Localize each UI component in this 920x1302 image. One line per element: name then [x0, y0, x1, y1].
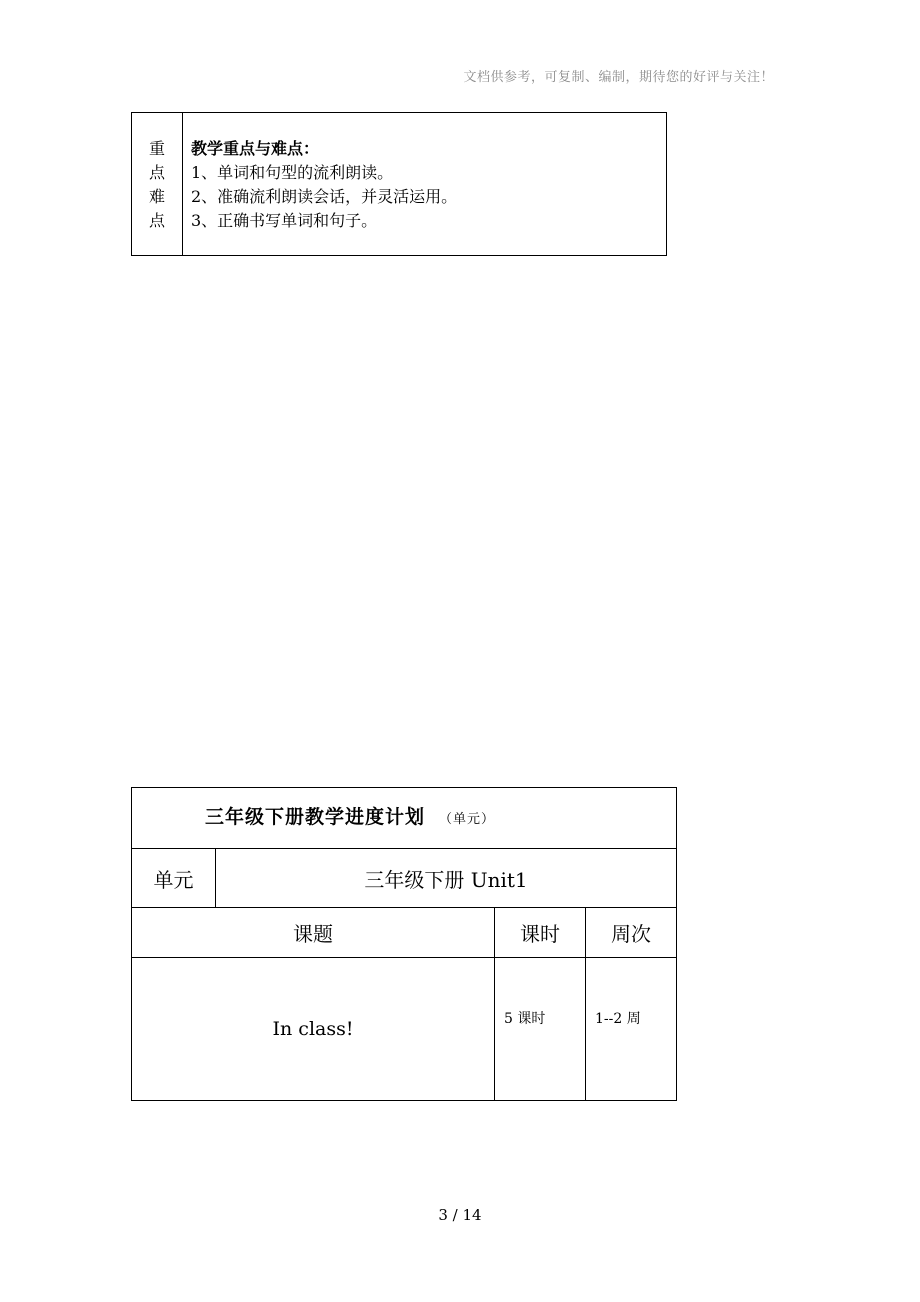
schedule-title: [205, 802, 495, 829]
header-topic: 课题: [293, 922, 333, 946]
schedule-title-note: （单元）: [439, 812, 496, 827]
key-points-label: [132, 113, 183, 255]
header-note: 文档供参考，可复制、编制，期待您的好评与关注！: [463, 70, 774, 85]
header-row: [132, 908, 676, 958]
label-char: 难: [148, 187, 165, 206]
schedule-title-row: [132, 788, 676, 849]
key-points-table: [131, 112, 667, 256]
row-hours: 5 课时: [494, 958, 585, 1100]
header-hours: 课时: [494, 908, 585, 957]
label-char: 点: [148, 163, 165, 182]
label-char: 重: [148, 139, 165, 158]
table-row: [132, 958, 676, 1100]
schedule-table: [131, 787, 677, 1101]
unit-value: 三年级下册 Unit1: [364, 867, 528, 892]
unit-label: 单元: [132, 849, 216, 907]
header-weeks: 周次: [585, 908, 676, 957]
page-number: 3 / 14: [438, 1206, 482, 1224]
row-topic: In class!: [272, 1018, 354, 1040]
schedule-title-text: 三年级下册教学进度计划: [205, 806, 426, 828]
key-points-title: 教学重点与难点：: [191, 139, 320, 158]
unit-row: [132, 849, 676, 908]
key-point-item: 3、正确书写单词和句子。: [191, 211, 378, 230]
key-points-content: [183, 113, 666, 255]
label-char: 点: [148, 211, 165, 230]
key-point-item: 2、准确流利朗读会话，并灵活运用。: [191, 187, 458, 206]
row-weeks: 1--2 周: [585, 958, 676, 1100]
key-point-item: 1、单词和句型的流利朗读。: [191, 163, 394, 182]
